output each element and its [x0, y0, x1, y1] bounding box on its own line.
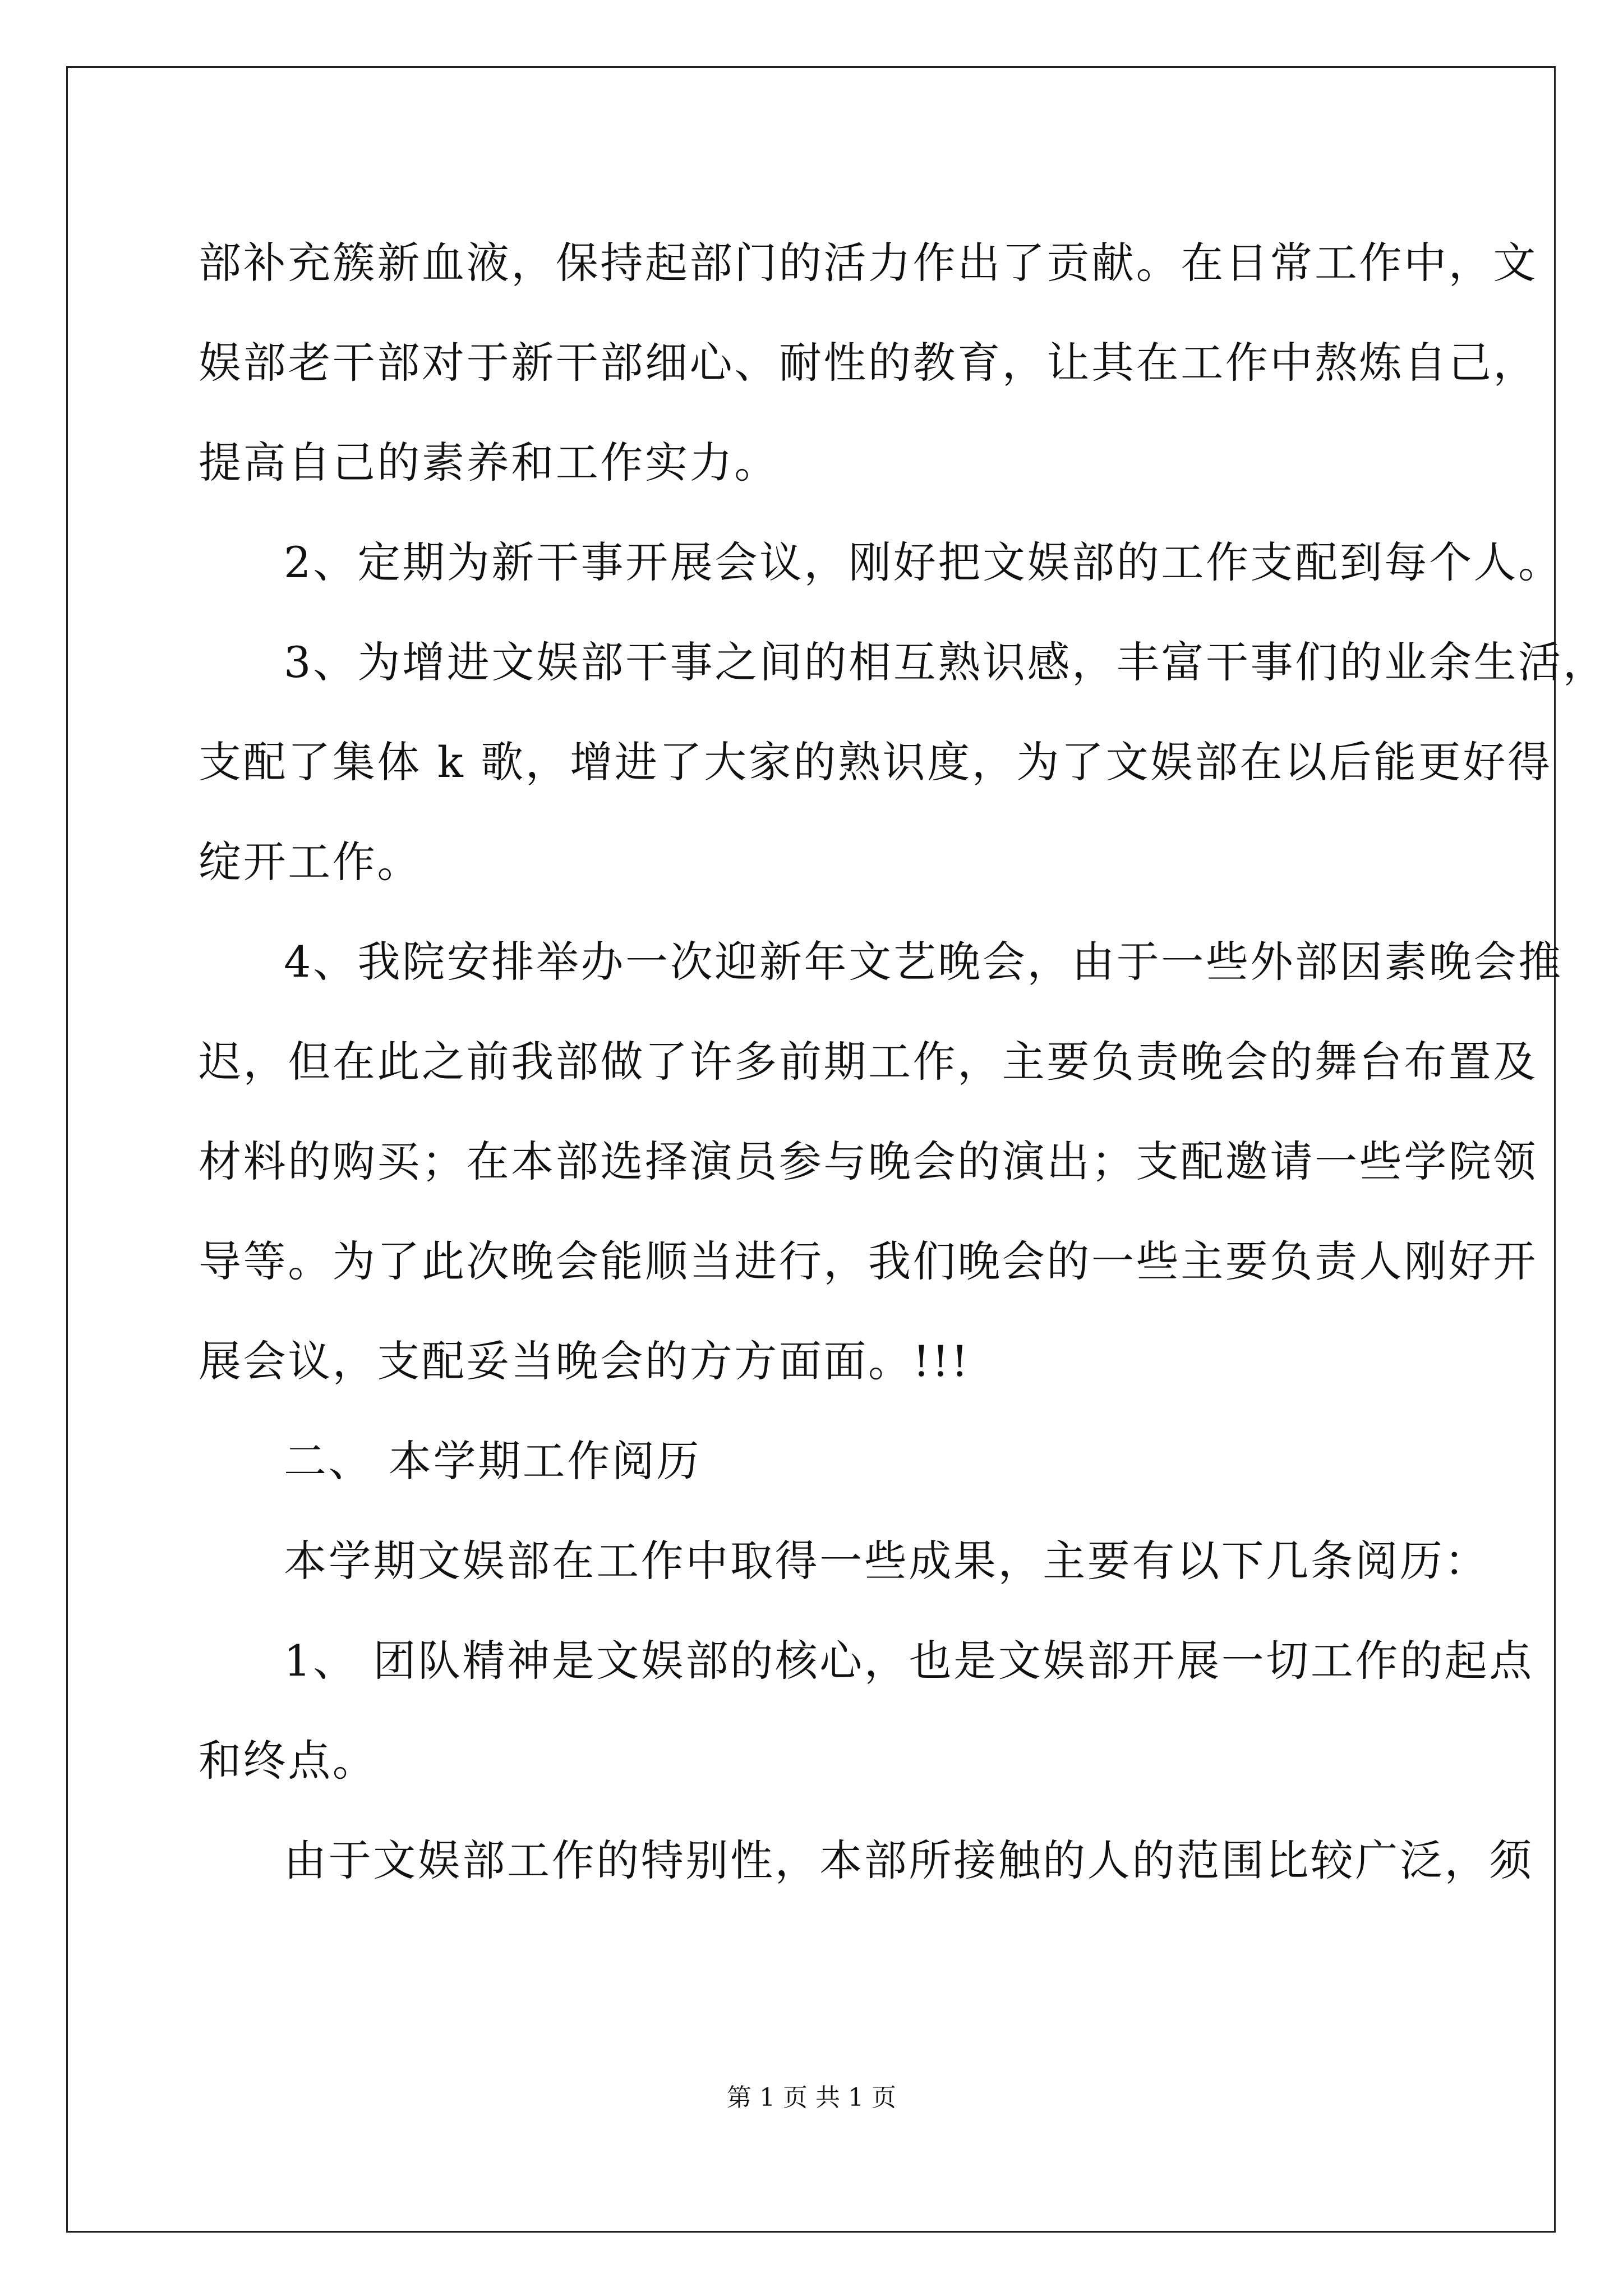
section-heading: 二、 本学期工作阅历 — [284, 1436, 702, 1486]
text-line: 1、 团队精神是文娱部的核心，也是文娱部开展一切工作的起点 — [284, 1636, 1534, 1686]
page-footer: 第 1 页 共 1 页 — [727, 2083, 896, 2112]
text-line: 材料的购买；在本部选择演员参与晚会的演出；支配邀请一些学院领 — [199, 1137, 1538, 1186]
text-line: 提高自己的素养和工作实力。 — [199, 438, 779, 487]
text-line: 导等。为了此次晚会能顺当进行，我们晚会的一些主要负责人刚好开 — [199, 1236, 1538, 1286]
text-line: 展会议，支配妥当晚会的方方面面。!!! — [199, 1336, 971, 1386]
text-line: 迟，但在此之前我部做了许多前期工作，主要负责晚会的舞台布置及 — [199, 1037, 1538, 1087]
text-line: 支配了集体 k 歌，增进了大家的熟识度，为了文娱部在以后能更好得 — [199, 737, 1552, 787]
text-line: 由于文娱部工作的特别性，本部所接触的人的范围比较广泛，须 — [284, 1835, 1534, 1885]
text-line: 绽开工作。 — [199, 837, 422, 887]
text-line: 娱部老干部对于新干部细心、耐性的教育，让其在工作中熬炼自己， — [199, 338, 1538, 388]
text-line: 部补充簇新血液，保持起部门的活力作出了贡献。在日常工作中，文 — [199, 238, 1538, 288]
text-line: 4、我院安排举办一次迎新年文艺晚会，由于一些外部因素晚会推 — [284, 937, 1563, 987]
text-line: 2、定期为新干事开展会议，刚好把文娱部的工作支配到每个人。 — [284, 537, 1563, 587]
text-line: 和终点。 — [199, 1736, 377, 1786]
document-body — [199, 213, 1608, 1911]
text-line: 本学期文娱部在工作中取得一些成果，主要有以下几条阅历： — [284, 1536, 1490, 1586]
text-line: 3、为增进文娱部干事之间的相互熟识感，丰富干事们的业余生活， — [284, 637, 1608, 687]
